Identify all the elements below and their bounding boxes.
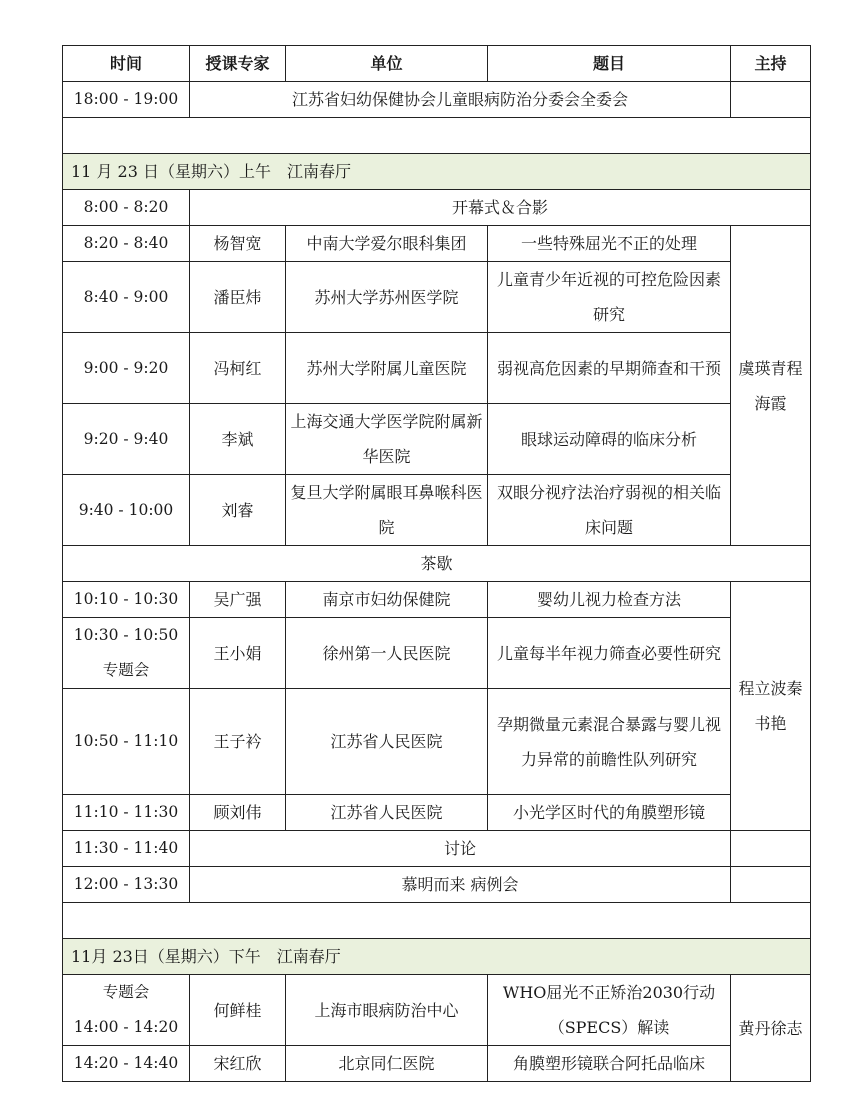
opening-row: [63, 190, 811, 226]
session-time: 9:00 - 9:20: [63, 333, 190, 404]
case-host: [731, 867, 811, 903]
session-unit: 复旦大学附属眼耳鼻喉科医院: [286, 475, 488, 546]
session-speaker: 冯柯红: [190, 333, 286, 404]
session-time: 14:00 - 14:20: [73, 1018, 179, 1036]
session-time-note: 专题会: [102, 661, 150, 679]
session-speaker: 吴广强: [190, 582, 286, 618]
session-time: 8:40 - 9:00: [63, 262, 190, 333]
discussion-text: 讨论: [190, 831, 731, 867]
table-row: [63, 333, 811, 404]
break-text: 茶歇: [63, 546, 811, 582]
session-topic: 婴幼儿视力检查方法: [488, 582, 731, 618]
session-unit: 中南大学爱尔眼科集团: [286, 226, 488, 262]
session-time: 9:40 - 10:00: [63, 475, 190, 546]
committee-host: [731, 82, 811, 118]
session-host: 黄丹徐志: [731, 975, 811, 1082]
spacer-row: [63, 118, 811, 154]
table-row: [63, 262, 811, 333]
session-speaker: 何鲜桂: [190, 975, 286, 1046]
session-topic: 孕期微量元素混合暴露与婴儿视力异常的前瞻性队列研究: [488, 689, 731, 795]
day-label-morning: 11 月 23 日（星期六）上午 江南春厅: [63, 154, 811, 190]
header-host: 主持: [731, 46, 811, 82]
spacer-row: [63, 903, 811, 939]
discussion-time: 11:30 - 11:40: [63, 831, 190, 867]
table-row: [63, 404, 811, 475]
session-unit: 苏州大学附属儿童医院: [286, 333, 488, 404]
session-topic: 角膜塑形镜联合阿托品临床: [488, 1046, 731, 1082]
discussion-host: [731, 831, 811, 867]
session-unit: 北京同仁医院: [286, 1046, 488, 1082]
session-time: 14:20 - 14:40: [63, 1046, 190, 1082]
session-topic: WHO屈光不正矫治2030行动（SPECS）解读: [488, 975, 731, 1046]
session-unit: 江苏省人民医院: [286, 689, 488, 795]
session-unit: 徐州第一人民医院: [286, 618, 488, 689]
session-host: 虞瑛青程海霞: [731, 226, 811, 546]
session-time-cell: [63, 618, 190, 689]
session-time: 10:30 - 10:50: [73, 626, 179, 644]
case-row: [63, 867, 811, 903]
case-text: 慕明而来 病例会: [190, 867, 731, 903]
session-unit: 南京市妇幼保健院: [286, 582, 488, 618]
session-unit: 江苏省人民医院: [286, 795, 488, 831]
session-unit: 上海市眼病防治中心: [286, 975, 488, 1046]
session-time: 10:10 - 10:30: [63, 582, 190, 618]
session-time: 11:10 - 11:30: [63, 795, 190, 831]
break-row: [63, 546, 811, 582]
table-row: [63, 618, 811, 689]
session-speaker: 潘臣炜: [190, 262, 286, 333]
header-topic: 题目: [488, 46, 731, 82]
session-unit: 上海交通大学医学院附属新华医院: [286, 404, 488, 475]
opening-text: 开幕式＆合影: [190, 190, 811, 226]
header-row: [63, 46, 811, 82]
spacer-cell: [63, 903, 811, 939]
discussion-row: [63, 831, 811, 867]
committee-time: 18:00 - 19:00: [63, 82, 190, 118]
session-time: 9:20 - 9:40: [63, 404, 190, 475]
committee-text: 江苏省妇幼保健协会儿童眼病防治分委会全委会: [190, 82, 731, 118]
table-row: [63, 475, 811, 546]
session-topic: 小光学区时代的角膜塑形镜: [488, 795, 731, 831]
table-row: [63, 582, 811, 618]
session-topic: 一些特殊屈光不正的处理: [488, 226, 731, 262]
session-time: 10:50 - 11:10: [63, 689, 190, 795]
session-speaker: 宋红欣: [190, 1046, 286, 1082]
session-unit: 苏州大学苏州医学院: [286, 262, 488, 333]
table-row: [63, 226, 811, 262]
session-topic: 儿童青少年近视的可控危险因素研究: [488, 262, 731, 333]
header-unit: 单位: [286, 46, 488, 82]
session-topic: 眼球运动障碍的临床分析: [488, 404, 731, 475]
session-time-cell: [63, 975, 190, 1046]
table-row: [63, 975, 811, 1046]
session-topic: 儿童每半年视力筛查必要性研究: [488, 618, 731, 689]
session-time: 8:20 - 8:40: [63, 226, 190, 262]
opening-time: 8:00 - 8:20: [63, 190, 190, 226]
session-speaker: 王小娟: [190, 618, 286, 689]
session-topic: 双眼分视疗法治疗弱视的相关临床问题: [488, 475, 731, 546]
committee-row: [63, 82, 811, 118]
header-speaker: 授课专家: [190, 46, 286, 82]
session-host: 程立波秦书艳: [731, 582, 811, 831]
session-speaker: 杨智宽: [190, 226, 286, 262]
schedule-table: [62, 45, 811, 1082]
day-row-afternoon: [63, 939, 811, 975]
session-speaker: 李斌: [190, 404, 286, 475]
session-speaker: 刘睿: [190, 475, 286, 546]
session-topic: 弱视高危因素的早期筛查和干预: [488, 333, 731, 404]
spacer-cell: [63, 118, 811, 154]
day-row-morning: [63, 154, 811, 190]
session-speaker: 王子衿: [190, 689, 286, 795]
day-label-afternoon: 11月 23日（星期六）下午 江南春厅: [63, 939, 811, 975]
case-time: 12:00 - 13:30: [63, 867, 190, 903]
session-speaker: 顾刘伟: [190, 795, 286, 831]
table-row: [63, 795, 811, 831]
table-row: [63, 689, 811, 795]
header-time: 时间: [63, 46, 190, 82]
session-title: 专题会: [102, 983, 150, 1001]
table-row: [63, 1046, 811, 1082]
